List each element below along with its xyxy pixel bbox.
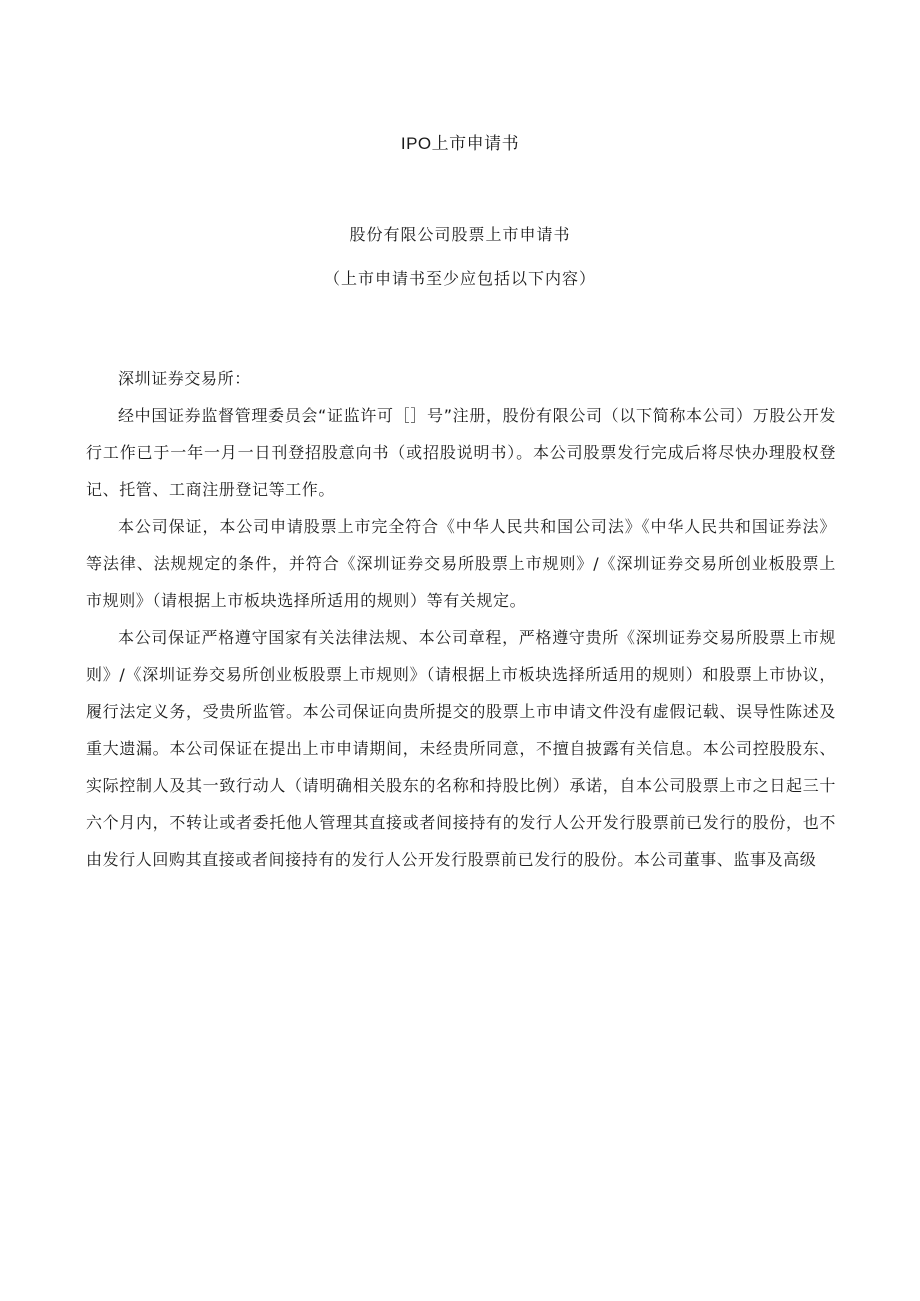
salutation: 深圳证券交易所：	[118, 369, 251, 388]
paragraph-undertakings: 本公司保证严格遵守国家有关法律法规、本公司章程，严格遵守贵所《深圳证券交易所股票上市规则》/《深圳证券交易所创业板股票上市规则》（请根据上市板块选择所适用的规则）和股票上市协议，履行法定义务，受贵所监管。本公司保证向贵所提交的股票上市申请文件没有虚假记载、误导性陈述及重大遗漏。本公司保证在提出上市申请期间，未经贵所同意，不擅自披露有关信息。本公司控股股东、实际控制人及其一致行动人（请明确相关股东的名称和持股比例）承诺，自本公司股票上市之日起三十六个月内，不转让或者委托他人管理其直接或者间接持有的发行人公开发行股票前已发行的股份，也不由发行人回购其直接或者间接持有的发行人公开发行股票前已发行的股份。本公司董事、监事及高级	[86, 628, 836, 869]
document-subtitle: 股份有限公司股票上市申请书	[349, 225, 571, 244]
document-title: IPO上市申请书	[400, 134, 520, 153]
paragraph-compliance: 本公司保证，本公司申请股票上市完全符合《中华人民共和国公司法》《中华人民共和国证券法》等法律、法规规定的条件，并符合《深圳证券交易所股票上市规则》/《深圳证券交易所创业板股票上市规则》（请根据上市板块选择所适用的规则）等有关规定。	[86, 517, 836, 610]
document-subtitle-note: （上市申请书至少应包括以下内容）	[323, 269, 596, 288]
document-body	[86, 360, 836, 878]
paragraph-registration: 经中国证券监督管理委员会“证监许可［］号”注册，股份有限公司（以下简称本公司）万股公开发行工作已于一年一月一日刊登招股意向书（或招股说明书）。本公司股票发行完成后将尽快办理股权登记、托管、工商注册登记等工作。	[86, 406, 836, 499]
